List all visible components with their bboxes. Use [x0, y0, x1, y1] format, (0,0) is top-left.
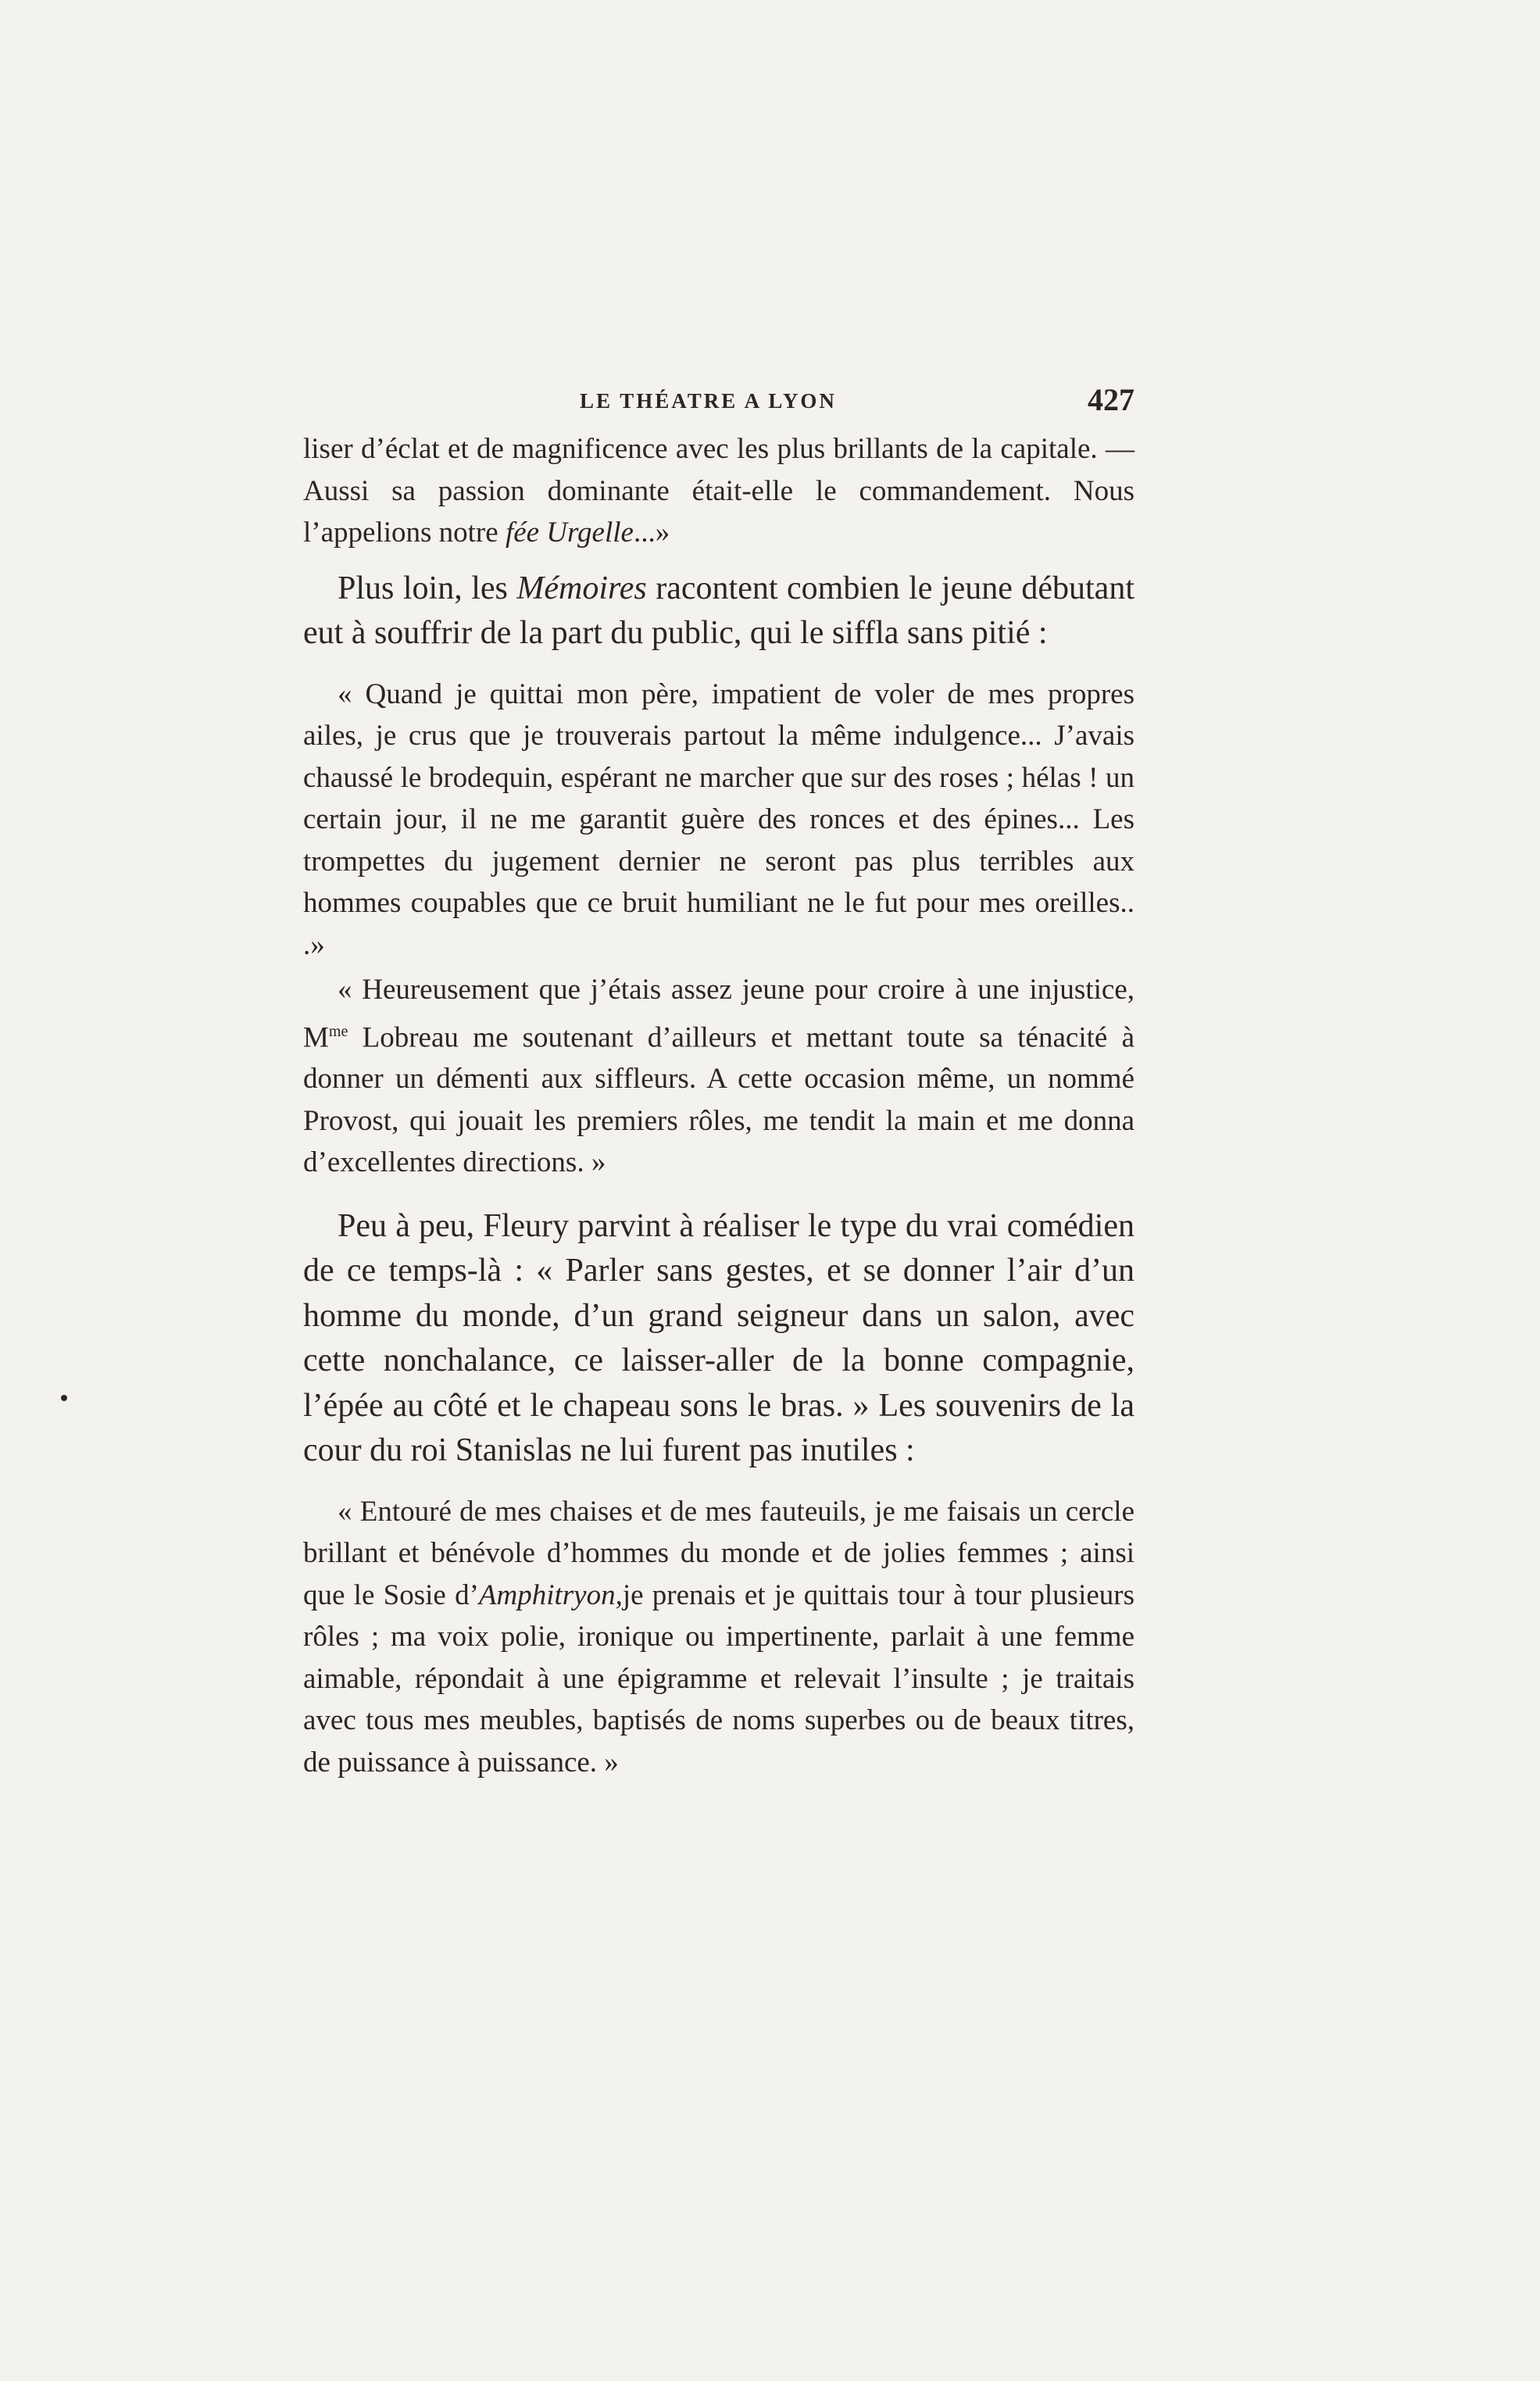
paragraph-memoires: Plus loin, les Mémoires racontent combien le jeune débutant eut à souffrir de la part du public, qui le siffla sans pitié : — [303, 570, 1134, 651]
emphasis-memoires: Mémoires — [516, 570, 647, 606]
page-header — [298, 381, 1134, 428]
running-title: LE THÉATRE A LYON — [580, 389, 837, 413]
page-body — [303, 428, 1134, 1783]
quote-paragraph-1: « Quand je quittai mon père, impatient de voler de mes propres ailes, je crus que je trouverais partout la même indulgence... J’avais chaussé le brodequin, espérant ne marcher que sur des roses ; hélas ! un certain jour, il ne me garantit guère des ronces et des épines... Les trompettes du jugement dernier ne seront pas plus terribles aux hommes coupables que ce bruit humiliant ne le fut pour mes oreilles.. .» — [303, 677, 1134, 961]
superscript-me: me — [328, 1022, 348, 1040]
paragraph-continuation: liser d’éclat et de magnificence avec les plus brillants de la capitale. — Aussi sa passion dominante était-elle le commandement. Nous l’appelions notre fée Urgelle...» — [303, 433, 1134, 549]
quote-paragraph-3: « Entouré de mes chaises et de mes fauteuils, je me faisais un cercle brillant et bénévole d’hommes du monde et de jolies femmes ; ainsi que le Sosie d’Amphitryon,je prenais et je quittais tour à tour plusieurs rôles ; ma voix polie, ironique ou impertinente, parlait à une femme aimable, répondait à une épigramme et relevait l’insulte ; je traitais avec tous mes meubles, baptisés de noms superbes ou de beaux titres, de puissance à puissance. » — [303, 1495, 1134, 1779]
quote-paragraph-2: « Heureusement que j’étais assez jeune pour croire à une injustice, $M^{me}$ Lobreau me soutenant d’ailleurs et mettant toute sa ténacité à donner un démenti aux siffleurs. A cette occasion même, un nommé Provost, qui jouait les premiers rôles, me tendit la main et me donna d’excellentes directions. » — [303, 974, 1134, 1179]
ink-speck — [61, 1395, 67, 1401]
emphasis-amphitryon: Amphitryon, — [478, 1578, 623, 1611]
emphasis-fee-urgelle: fée Urgelle — [505, 517, 634, 549]
page-number: 427 — [1088, 382, 1134, 417]
paragraph-fleury: Peu à peu, Fleury parvint à réaliser le type du vrai comédien de ce temps-là : « Parler sans gestes, et se donner l’air d’un homme du monde, d’un grand seigneur dans un salon, avec cette nonchalance, ce laisser-aller de la bonne compagnie, l’épée au côté et le chapeau sons le bras. » Les souvenirs de la cour du roi Stanislas ne lui furent pas inutiles : — [303, 1207, 1134, 1469]
